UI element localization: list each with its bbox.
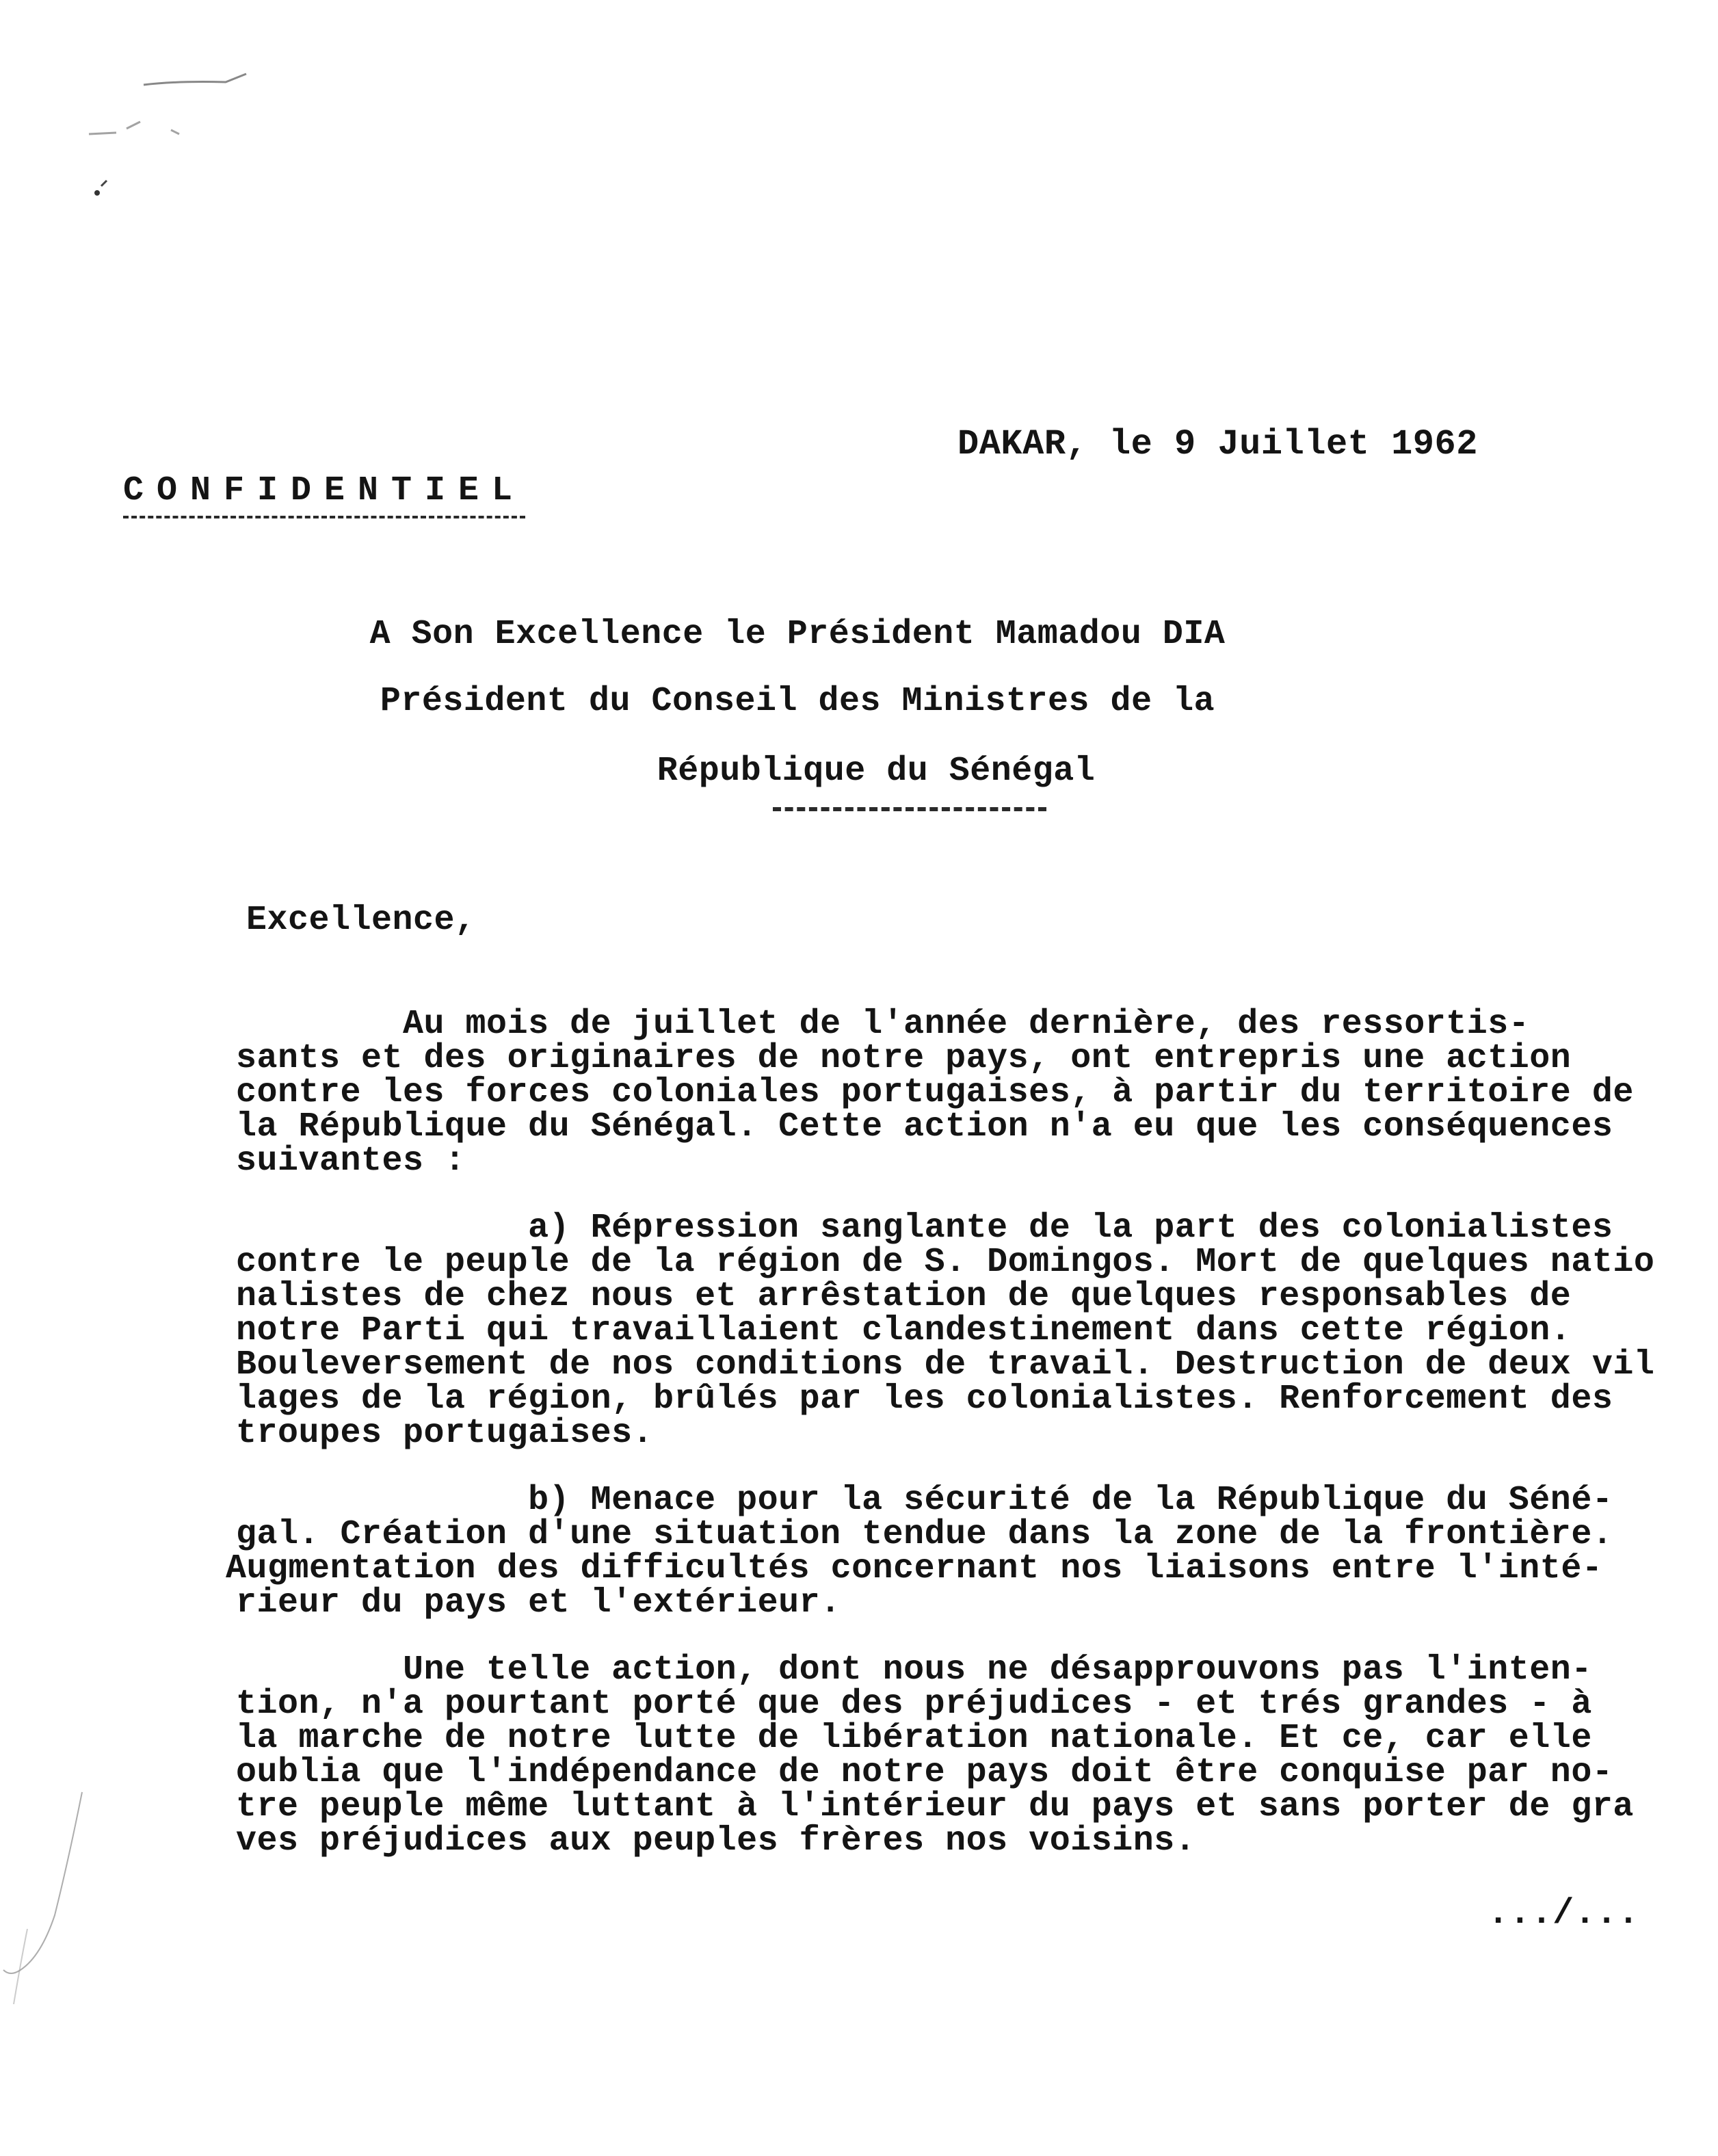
paragraph-2-line-7: troupes portugaises. [236, 1414, 654, 1453]
salutation: Excellence, [246, 901, 476, 940]
paragraph-1-line-1: Au mois de juillet de l'année dernière, des ressortis- [236, 1005, 1530, 1044]
paragraph-3-line-4: rieur du pays et l'extérieur. [236, 1583, 841, 1622]
confidential-mark: CONFIDENTIEL [123, 472, 525, 518]
addressee-divider [773, 807, 1046, 811]
paragraph-1-line-2: sants et des originaires de notre pays, ont entrepris une action [236, 1039, 1572, 1078]
addressee-line-3: République du Sénégal [657, 752, 1096, 791]
paragraph-2-line-1: a) Répression sanglante de la part des colonialistes [236, 1209, 1613, 1248]
paragraph-2-line-3: nalistes de chez nous et arrêstation de quelques responsables de [236, 1277, 1572, 1316]
paragraph-3-line-3: Augmentation des difficultés concernant nos liaisons entre l'inté- [226, 1549, 1603, 1588]
continuation-mark: .../... [1488, 1893, 1639, 1934]
paragraph-4-line-6: ves préjudices aux peuples frères nos voisins. [236, 1822, 1196, 1861]
paragraph-1-line-3: contre les forces coloniales portugaises, à partir du territoire de [236, 1073, 1634, 1112]
letter-date: DAKAR, le 9 Juillet 1962 [957, 424, 1478, 464]
paragraph-4-line-3: la marche de notre lutte de libération nationale. Et ce, car elle [236, 1719, 1592, 1758]
paragraph-4-line-2: tion, n'a pourtant porté que des préjudices - et trés grandes - à [236, 1685, 1592, 1724]
addressee-line-1: A Son Excellence le Président Mamadou DIA [369, 615, 1226, 654]
paragraph-2-line-4: notre Parti qui travaillaient clandestinement dans cette région. [236, 1311, 1572, 1350]
paragraph-2-line-2: contre le peuple de la région de S. Domingos. Mort de quelques natio [236, 1243, 1655, 1282]
paragraph-4-line-5: tre peuple même luttant à l'intérieur du pays et sans porter de gra [236, 1787, 1634, 1826]
paragraph-2-line-5: Bouleversement de nos conditions de travail. Destruction de deux vil [236, 1345, 1655, 1384]
paragraph-3-line-2: gal. Création d'une situation tendue dans la zone de la frontière. [236, 1515, 1613, 1554]
paragraph-4-line-4: oublia que l'indépendance de notre pays doit être conquise par no- [236, 1753, 1613, 1792]
addressee-line-2: Président du Conseil des Ministres de la [380, 682, 1215, 721]
paragraph-1-line-4: la République du Sénégal. Cette action n'a eu que les conséquences [236, 1107, 1613, 1146]
paragraph-3-line-1: b) Menace pour la sécurité de la République du Séné- [236, 1481, 1613, 1520]
paragraph-2-line-6: lages de la région, brûlés par les colonialistes. Renforcement des [236, 1380, 1613, 1419]
paragraph-1-line-5: suivantes : [236, 1142, 466, 1181]
paragraph-4-line-1: Une telle action, dont nous ne désapprouvons pas l'inten- [236, 1651, 1592, 1690]
